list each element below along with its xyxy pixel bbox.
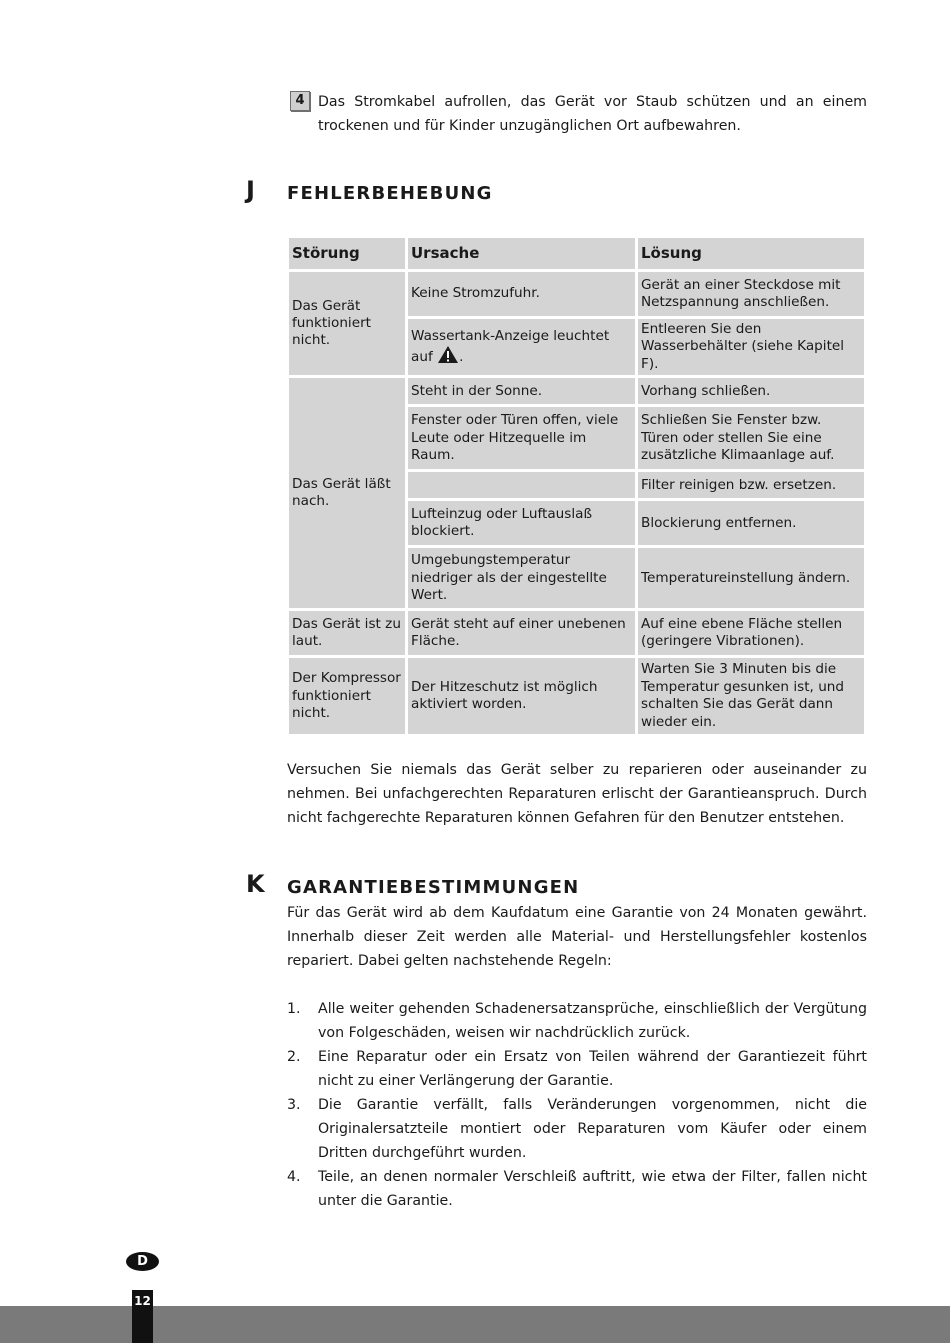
- solution-cell: Blockierung entfernen.: [638, 501, 864, 545]
- language-badge: D: [126, 1252, 159, 1271]
- cause-text: Wassertank-Anzeige leuchtet auf: [411, 327, 610, 366]
- cause-cell: Fenster oder Türen offen, viele Leute oder Hitzequelle im Raum.: [408, 407, 635, 469]
- cause-cell: Der Hitzeschutz ist möglich aktiviert worden.: [408, 658, 635, 734]
- table-row: [289, 272, 864, 316]
- solution-cell: Vorhang schließen.: [638, 378, 864, 404]
- repair-warning: Versuchen Sie niemals das Gerät selber zu reparieren oder auseinander zu nehmen. Bei unfachgerechten Reparaturen erlischt der Garantieanspruch. Durch nicht fachgerechte Reparaturen können Gefahren für den Benutzer entstehen.: [287, 762, 867, 826]
- warning-triangle-icon: [437, 345, 459, 364]
- list-item: [287, 1093, 867, 1165]
- step-text: Das Stromkabel aufrollen, das Gerät vor Staub schützen und an einem trockenen und für Kinder unzugänglichen Ort aufbewahren.: [318, 94, 867, 134]
- list-item: [287, 1045, 867, 1093]
- list-item-text: Teile, an denen normaler Verschleiß auftritt, wie etwa der Filter, fallen nicht unter die Garantie.: [318, 1169, 867, 1209]
- table-row: [289, 658, 864, 734]
- list-item-number: 2.: [287, 1049, 301, 1065]
- warranty-intro: Für das Gerät wird ab dem Kaufdatum eine Garantie von 24 Monaten gewährt. Innerhalb dieser Zeit werden alle Material- und Herstellungsfehler kostenlos repariert. Dabei gelten nachstehende Regeln:: [287, 905, 867, 969]
- warranty-rules-list: [287, 997, 867, 1213]
- solution-cell: Filter reinigen bzw. ersetzen.: [638, 472, 864, 498]
- list-item-text: Die Garantie verfällt, falls Veränderungen vorgenommen, nicht die Originalersatzteile montiert oder Reparaturen vom Käufer oder einem Dritten durchgeführt wurden.: [318, 1097, 867, 1161]
- section-title-warranty: GARANTIEBESTIMMUNGEN: [287, 877, 580, 898]
- page-number: 12: [132, 1290, 153, 1343]
- step-number-badge: 4: [290, 91, 310, 111]
- list-item-number: 3.: [287, 1097, 301, 1113]
- cause-cell: [408, 319, 635, 375]
- fault-cell: Das Gerät funktioniert nicht.: [289, 272, 405, 375]
- list-item: [287, 997, 867, 1045]
- list-item-text: Eine Reparatur oder ein Ersatz von Teilen während der Garantiezeit führt nicht zu einer Verlängerung der Garantie.: [318, 1049, 867, 1089]
- cause-cell: Keine Stromzufuhr.: [408, 272, 635, 316]
- list-item-number: 4.: [287, 1169, 301, 1185]
- solution-cell: Warten Sie 3 Minuten bis die Temperatur gesunken ist, und schalten Sie das Gerät dann wieder ein.: [638, 658, 864, 734]
- troubleshooting-table: [286, 235, 867, 737]
- fault-cell: Der Kompressor funktioniert nicht.: [289, 658, 405, 734]
- header-cause: Ursache: [408, 238, 635, 269]
- solution-cell: Temperatureinstellung ändern.: [638, 548, 864, 608]
- solution-cell: Auf eine ebene Fläche stellen (geringere Vibrationen).: [638, 611, 864, 655]
- table-header-row: [289, 238, 864, 269]
- fault-cell: Das Gerät ist zu laut.: [289, 611, 405, 655]
- table-row: [289, 378, 864, 404]
- cause-cell: Gerät steht auf einer unebenen Fläche.: [408, 611, 635, 655]
- list-item-number: 1.: [287, 1001, 301, 1017]
- solution-cell: Schließen Sie Fenster bzw. Türen oder stellen Sie eine zusätzliche Klimaanlage auf.: [638, 407, 864, 469]
- step-4: [290, 90, 867, 138]
- section-title-troubleshooting: FEHLERBEHEBUNG: [287, 183, 493, 204]
- section-letter-k: K: [246, 870, 265, 898]
- list-item: [287, 1165, 867, 1213]
- fault-cell: Das Gerät läßt nach.: [289, 378, 405, 608]
- section-letter-j: J: [246, 176, 255, 204]
- cause-text-suffix: .: [459, 349, 464, 366]
- cause-cell: Umgebungstemperatur niedriger als der eingestellte Wert.: [408, 548, 635, 608]
- cause-cell: [408, 472, 635, 498]
- header-solution: Lösung: [638, 238, 864, 269]
- solution-cell: Entleeren Sie den Wasserbehälter (siehe Kapitel F).: [638, 319, 864, 375]
- table-row: [289, 611, 864, 655]
- header-fault: Störung: [289, 238, 405, 269]
- list-item-text: Alle weiter gehenden Schadenersatzansprüche, einschließlich der Vergütung von Folgeschäden, weisen wir nachdrücklich zurück.: [318, 1001, 867, 1041]
- cause-cell: Lufteinzug oder Luftauslaß blockiert.: [408, 501, 635, 545]
- solution-cell: Gerät an einer Steckdose mit Netzspannung anschließen.: [638, 272, 864, 316]
- cause-cell: Steht in der Sonne.: [408, 378, 635, 404]
